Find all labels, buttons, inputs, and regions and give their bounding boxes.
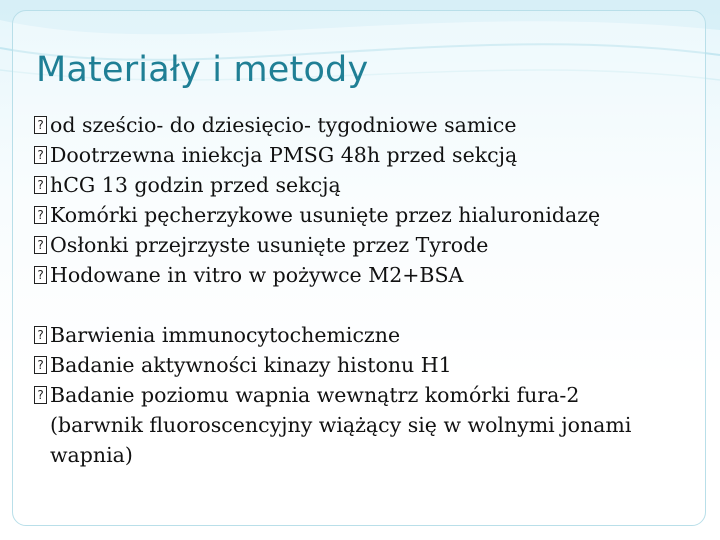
list-item [34,350,674,380]
list-item-text: od sześcio- do dziesięcio- tygodniowe samice [50,113,517,137]
missing-glyph-box-icon [34,326,47,344]
list-item [34,140,674,170]
missing-glyph-box-icon [34,386,47,404]
list-item-text: Osłonki przejrzyste usunięte przez Tyrode [50,233,489,257]
missing-glyph-box-icon [34,116,47,134]
list-item [34,380,674,470]
list-item-text: Komórki pęcherzykowe usunięte przez hialuronidazę [50,203,601,227]
missing-glyph-box-icon [34,146,47,164]
list-item [34,320,674,350]
missing-glyph-box-icon [34,266,47,284]
list-item-text: Badanie poziomu wapnia wewnątrz komórki fura-2 (barwnik fluoroscencyjny wiążący się w wolnymi jonami wapnia) [50,383,632,467]
missing-glyph-box-icon [34,236,47,254]
list-item-text: Hodowane in vitro w pożywce M2+BSA [50,263,464,287]
list-item [34,260,674,290]
list-item-text: hCG 13 godzin przed sekcją [50,173,341,197]
list-item-text: Badanie aktywności kinazy histonu H1 [50,353,452,377]
list-item [34,110,674,140]
list-item [34,170,674,200]
list-item-text: Dootrzewna iniekcja PMSG 48h przed sekcją [50,143,518,167]
missing-glyph-box-icon [34,206,47,224]
bullet-list [34,110,674,470]
list-item-text: Barwienia immunocytochemiczne [50,323,401,347]
missing-glyph-box-icon [34,176,47,194]
list-item [34,200,674,230]
slide-title: Materiały i metody [36,50,369,90]
missing-glyph-box-icon [34,356,47,374]
list-item [34,230,674,260]
